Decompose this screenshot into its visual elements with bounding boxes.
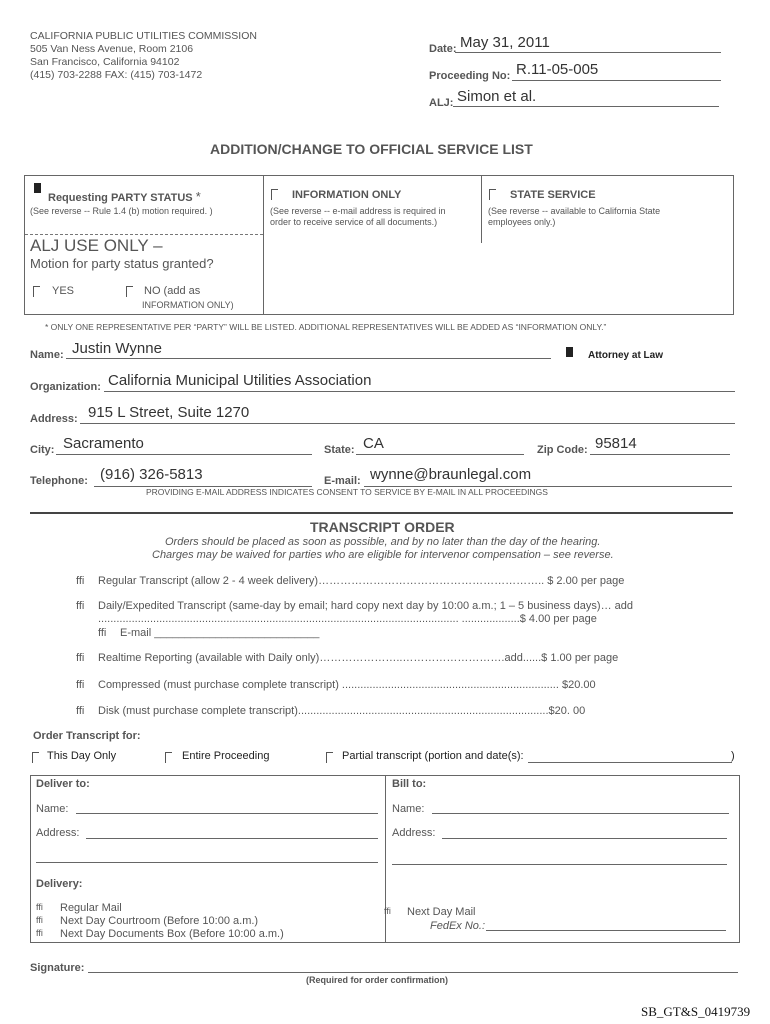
daily-transcript-item: Daily/Expedited Transcript (same-day by email; hard copy next day by 10:00 a.m.; 1 – 5 business days)… add [98, 600, 633, 612]
email-field[interactable]: wynne@braunlegal.com [370, 466, 532, 483]
partial-transcript-label: Partial transcript (portion and date(s): [342, 750, 524, 762]
city-field[interactable]: Sacramento [63, 435, 144, 452]
order-for-label: Order Transcript for: [33, 730, 141, 742]
deliver-address-field[interactable] [86, 838, 378, 839]
regular-transcript-item: Regular Transcript (allow 2 - 4 week delivery)…………………………………………………….. $ 2.00 per page [98, 575, 625, 587]
bill-to-label: Bill to: [392, 778, 427, 790]
bill-address-field[interactable] [442, 838, 727, 839]
bill-name-label: Name: [392, 803, 425, 815]
alj-field[interactable]: Simon et al. [457, 88, 537, 105]
date-label: Date: [429, 43, 457, 55]
signature-note: (Required for order confirmation) [306, 975, 449, 985]
regular-transcript-checkbox[interactable]: ffi [76, 575, 85, 587]
entire-proceeding-label: Entire Proceeding [182, 750, 270, 762]
deliver-to-label: Deliver to: [36, 778, 90, 790]
proceeding-field[interactable]: R.11-05-005 [516, 61, 599, 78]
city-label: City: [30, 444, 55, 456]
fedex-field[interactable] [486, 930, 726, 931]
state-service-note2: employees only.) [488, 217, 556, 227]
email-delivery-checkbox[interactable]: ffi [98, 627, 107, 639]
form-title: ADDITION/CHANGE TO OFFICIAL SERVICE LIST [210, 141, 533, 157]
yes-label: YES [52, 285, 75, 297]
bates-number: SB_GT&S_0419739 [641, 1004, 751, 1019]
deliver-address-line2[interactable] [36, 862, 378, 863]
daily-transcript-checkbox[interactable]: ffi [76, 600, 85, 612]
partial-close-paren: ) [731, 750, 735, 762]
next-day-courtroom-checkbox[interactable]: ffi [36, 915, 43, 925]
next-day-docs-checkbox[interactable]: ffi [36, 928, 43, 938]
realtime-item: Realtime Reporting (available with Daily only)…………………..……………………….add......$ 1.00 per page [98, 652, 619, 664]
org-phone: (415) 703-2288 FAX: (415) 703-1472 [30, 69, 203, 81]
next-day-docs-label: Next Day Documents Box (Before 10:00 a.m.) [60, 928, 284, 940]
signature-field[interactable] [88, 972, 738, 973]
regular-mail-checkbox[interactable]: ffi [36, 902, 43, 912]
info-only-checkbox[interactable] [271, 189, 278, 200]
realtime-checkbox[interactable]: ffi [76, 652, 85, 664]
transcript-title: TRANSCRIPT ORDER [310, 519, 455, 535]
party-status-label: Requesting PARTY STATUS * [48, 189, 201, 204]
org-name: CALIFORNIA PUBLIC UTILITIES COMMISSION [30, 30, 257, 42]
alj-label: ALJ: [429, 97, 454, 109]
deliver-address-label: Address: [36, 827, 80, 839]
attorney-label: Attorney at Law [588, 350, 664, 361]
telephone-field[interactable]: (916) 326-5813 [100, 466, 203, 483]
deliver-name-label: Name: [36, 803, 69, 815]
yes-checkbox[interactable] [33, 286, 40, 297]
organization-field[interactable]: California Municipal Utilities Association [108, 372, 372, 389]
fedex-label: FedEx No.: [430, 920, 486, 932]
entire-proceeding-checkbox[interactable] [165, 752, 172, 763]
compressed-item: Compressed (must purchase complete transcript) ....................................................................... $20.00 [98, 679, 596, 691]
one-rep-note: * ONLY ONE REPRESENTATIVE PER “PARTY” WILL BE LISTED. ADDITIONAL REPRESENTATIVES WILL BE ADDED AS “INFORMATION ONLY.” [45, 322, 607, 332]
no-label-2: INFORMATION ONLY) [142, 300, 234, 310]
attorney-checkbox[interactable] [566, 347, 573, 357]
disk-checkbox[interactable]: ffi [76, 705, 85, 717]
name-label: Name: [30, 349, 64, 361]
bill-name-field[interactable] [432, 813, 729, 814]
state-service-label: STATE SERVICE [510, 189, 596, 201]
delivery-label: Delivery: [36, 878, 83, 890]
regular-mail-label: Regular Mail [60, 902, 122, 914]
info-only-note2: order to receive service of all documents.) [270, 217, 438, 227]
date-field[interactable]: May 31, 2011 [460, 34, 550, 51]
this-day-checkbox[interactable] [32, 752, 39, 763]
next-day-courtroom-label: Next Day Courtroom (Before 10:00 a.m.) [60, 915, 259, 927]
alj-use-only: ALJ USE ONLY – [30, 236, 163, 255]
zip-label: Zip Code: [537, 444, 588, 456]
party-status-note: (See reverse -- Rule 1.4 (b) motion required. ) [30, 206, 213, 216]
address-field[interactable]: 915 L Street, Suite 1270 [88, 404, 250, 421]
email-delivery-field[interactable]: E-mail ___________________________ [120, 627, 320, 639]
org-address: 505 Van Ness Avenue, Room 2106 [30, 43, 194, 55]
deliver-name-field[interactable] [76, 813, 378, 814]
transcript-note-1: Orders should be placed as soon as possible, and by no later than the day of the hearing. [165, 536, 601, 548]
disk-item: Disk (must purchase complete transcript)..................................................................................$20. 00 [98, 705, 586, 717]
proceeding-label: Proceeding No: [429, 70, 511, 82]
email-consent-note: PROVIDING E-MAIL ADDRESS INDICATES CONSENT TO SERVICE BY E-MAIL IN ALL PROCEEDINGS [146, 487, 548, 497]
no-label: NO (add as [144, 285, 201, 297]
organization-label: Organization: [30, 381, 101, 393]
address-label: Address: [30, 413, 78, 425]
zip-field[interactable]: 95814 [595, 435, 637, 452]
info-only-note1: (See reverse -- e-mail address is required in [270, 206, 446, 216]
signature-label: Signature: [30, 962, 85, 974]
state-service-checkbox[interactable] [489, 189, 496, 200]
bill-address-label: Address: [392, 827, 436, 839]
transcript-note-2: Charges may be waived for parties who are eligible for intervenor compensation – see reverse. [152, 549, 614, 561]
no-checkbox[interactable] [126, 286, 133, 297]
telephone-label: Telephone: [30, 475, 88, 487]
party-status-checkbox[interactable] [34, 183, 41, 193]
next-day-mail-checkbox[interactable]: ffi [384, 906, 391, 916]
email-label: E-mail: [324, 475, 361, 487]
info-only-label: INFORMATION ONLY [292, 189, 402, 201]
compressed-checkbox[interactable]: ffi [76, 679, 85, 691]
next-day-mail-label: Next Day Mail [407, 906, 476, 918]
motion-text: Motion for party status granted? [30, 256, 214, 271]
partial-transcript-checkbox[interactable] [326, 752, 333, 763]
daily-transcript-price: ...................................................................................................................... ...................$ 4.00 per page [98, 613, 597, 625]
org-city: San Francisco, California 94102 [30, 56, 180, 68]
state-label: State: [324, 444, 355, 456]
state-service-note1: (See reverse -- available to California State [488, 206, 661, 216]
this-day-label: This Day Only [47, 750, 117, 762]
bill-address-line2[interactable] [392, 864, 727, 865]
state-field[interactable]: CA [363, 435, 384, 452]
name-field[interactable]: Justin Wynne [72, 340, 162, 357]
